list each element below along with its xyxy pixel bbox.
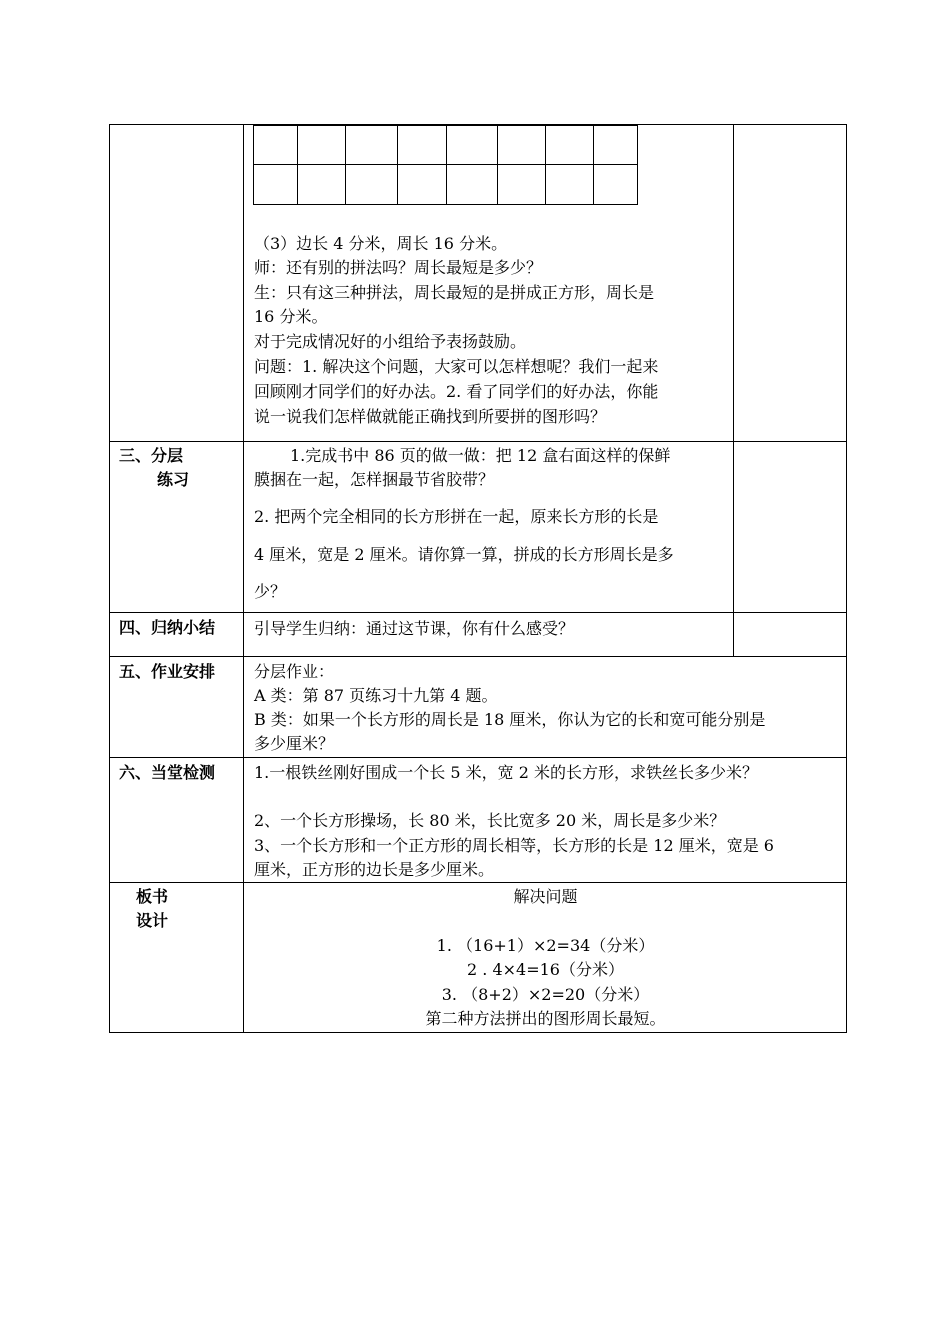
summary-text: 引导学生归纳：通过这节课，你有什么感受？ [254,619,575,638]
practice-line: 1.完成书中 86 页的做一做：把 12 盒右面这样的保鲜 [290,446,671,465]
section-label-practice-2: 练习 [157,470,190,489]
practice-line: 2. 把两个完全相同的长方形拼在一起，原来长方形的长是 [254,507,659,526]
homework-line: A 类：第 87 页练习十九第 4 题。 [254,686,498,705]
row1-line: 回顾刚才同学们的好办法。2. 看了同学们的好办法，你能 [254,382,659,401]
board-line: 1. （16+1）×2=34（分米） [436,936,655,955]
section-label-check: 六、当堂检测 [119,763,216,782]
row-divider [109,757,847,758]
board-title: 解决问题 [513,887,578,906]
practice-line: 4 厘米，宽是 2 厘米。请你算一算，拼成的长方形周长是多 [254,545,674,564]
section-label-practice: 三、分层 [119,446,184,465]
row1-line: 16 分米。 [254,307,328,326]
row-divider [109,612,847,613]
row1-line: 说一说我们怎样做就能正确找到所要拼的图形吗？ [254,407,607,426]
section-label-board: 板书 [136,887,169,906]
check-line: 2、一个长方形操场，长 80 米，长比宽多 20 米，周长是多少米？ [254,811,726,830]
row-divider [109,882,847,883]
column-divider-right [733,124,734,656]
board-line: 第二种方法拼出的图形周长最短。 [425,1009,666,1028]
practice-line: 膜捆在一起，怎样捆最节省胶带？ [254,470,495,489]
square-grid-diagram [253,125,638,205]
row1-line: 师：还有别的拼法吗？周长最短是多少？ [254,258,543,277]
board-line: 3. （8+2）×2=20（分米） [441,985,650,1004]
row1-line: 问题：1. 解决这个问题，大家可以怎样想呢？我们一起来 [254,357,659,376]
section-label-homework: 五、作业安排 [119,662,216,681]
homework-line: 多少厘米？ [254,734,335,753]
check-line: 厘米，正方形的边长是多少厘米。 [254,860,495,879]
row-divider [109,441,847,442]
homework-line: B 类：如果一个长方形的周长是 18 厘米，你认为它的长和宽可能分别是 [254,710,766,729]
check-line: 3、一个长方形和一个正方形的周长相等，长方形的长是 12 厘米，宽是 6 [254,836,774,855]
homework-line: 分层作业： [254,662,335,681]
board-line: 2 . 4×4=16（分米） [467,960,624,979]
section-label-board-2: 设计 [136,911,169,930]
row1-line: （3）边长 4 分米，周长 16 分米。 [254,234,508,253]
row1-line: 对于完成情况好的小组给予表扬鼓励。 [254,332,527,351]
practice-line: 少？ [254,582,287,601]
check-line: 1.一根铁丝刚好围成一个长 5 米，宽 2 米的长方形，求铁丝长多少米？ [254,763,758,782]
row-divider [109,656,847,657]
section-label-summary: 四、归纳小结 [119,618,216,637]
row1-line: 生：只有这三种拼法，周长最短的是拼成正方形，周长是 [254,283,655,302]
